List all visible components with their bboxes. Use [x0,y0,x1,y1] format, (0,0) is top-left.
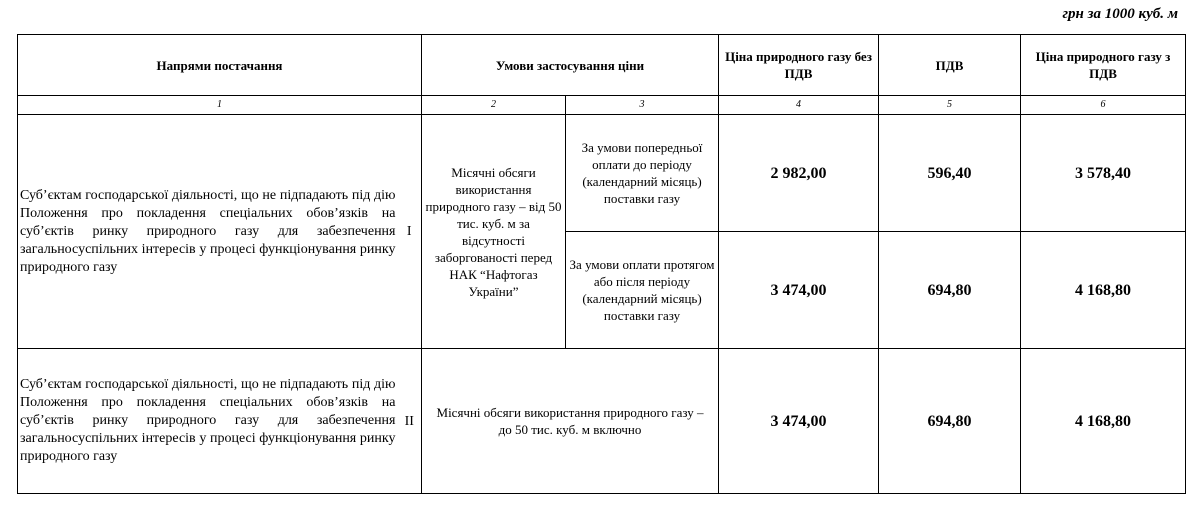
vat-amount: 694,80 [879,349,1021,494]
column-number: 6 [1021,96,1186,115]
column-number: 3 [566,96,719,115]
group2-roman-number: II [398,349,422,494]
column-number: 5 [879,96,1021,115]
group1-volume-condition: Місячні обсяги використання природного газу – від 50 тис. куб. м за відсутності заборгованості перед НАК “Нафтогаз України” [422,115,566,349]
column-number: 2 [422,96,566,115]
price-without-vat: 3 474,00 [719,232,879,349]
group2-description: Суб’єктам господарської діяльності, що не підпадають під дію Положення про покладення спеціальних обов’язків на суб’єктів ринку природного газу для забезпечення загальносуспільних інтересів у процесі функціонування ринку природного газу [18,349,398,494]
postpayment-condition: За умови оплати протягом або після періоду (календарний місяць) поставки газу [566,232,719,349]
header-price-with-vat: Ціна природного газу з ПДВ [1021,35,1186,96]
column-number-row [18,96,1186,115]
vat-amount: 694,80 [879,232,1021,349]
price-table [17,34,1186,494]
table-row [18,115,1186,232]
price-without-vat: 2 982,00 [719,115,879,232]
group1-roman-number: I [398,115,422,349]
group1-description: Суб’єктам господарської діяльності, що не підпадають під дію Положення про покладення спеціальних обов’язків на суб’єктів ринку природного газу для забезпечення загальносуспільних інтересів у процесі функціонування ринку природного газу [18,115,398,349]
header-row [18,35,1186,96]
column-number: 1 [18,96,422,115]
prepayment-condition: За умови попередньої оплати до періоду (календарний місяць) поставки газу [566,115,719,232]
price-with-vat: 4 168,80 [1021,349,1186,494]
price-with-vat: 3 578,40 [1021,115,1186,232]
vat-amount: 596,40 [879,115,1021,232]
header-vat: ПДВ [879,35,1021,96]
unit-note: грн за 1000 куб. м [1062,6,1178,22]
group2-volume-condition: Місячні обсяги використання природного газу – до 50 тис. куб. м включно [422,349,719,494]
header-price-without-vat: Ціна природного газу без ПДВ [719,35,879,96]
header-supply-directions: Напрями постачання [18,35,422,96]
column-number: 4 [719,96,879,115]
price-with-vat: 4 168,80 [1021,232,1186,349]
table-row [18,349,1186,494]
header-price-conditions: Умови застосування ціни [422,35,719,96]
price-without-vat: 3 474,00 [719,349,879,494]
